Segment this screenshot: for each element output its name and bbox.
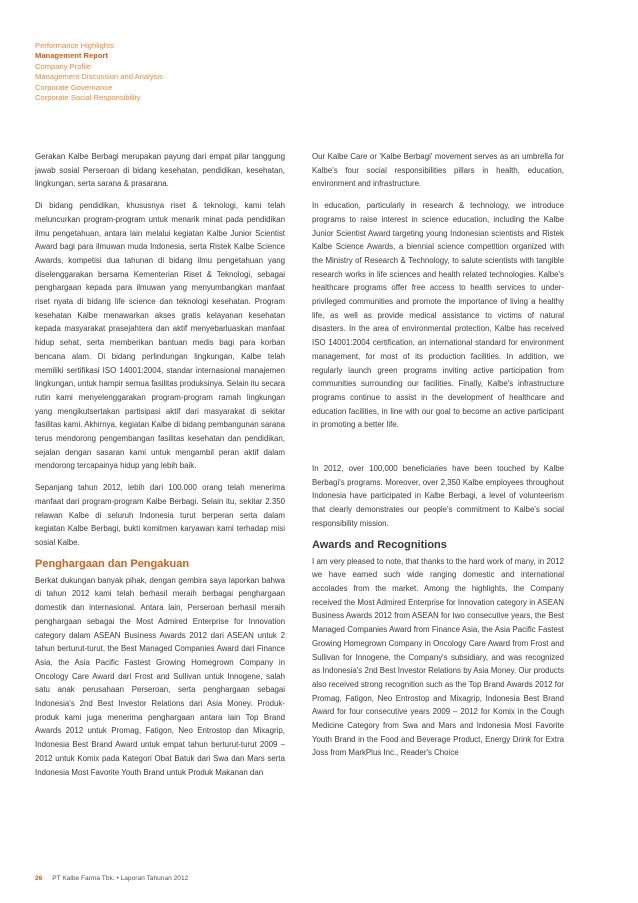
paragraph-beneficiaries-en: In 2012, over 100,000 beneficiaries have been touched by Kalbe Berbagi's programs. Moreover, over 2,350 Kalbe employees throughout Indonesia have participated in Kalbe Berbagi, a level of volunteerism that clearly demonstrates our people's commitment to Kalbe's social responsibility mission.: [312, 464, 564, 528]
indonesian-column: [35, 150, 285, 779]
page-number: 26: [35, 875, 43, 882]
paragraph-programs-en: In education, particularly in research & technology, we introduce programs to raise interest in science education, including the Kalbe Junior Scientist Award targeting young Indonesian scientists and Ristek Kalbe Science Awards, a biennial science competition organized with the Ministry of Research & Technology, to salute scientists with tangible research works in life sciences and health related technologies. Kalbe's healthcare programs offer free access to health services to under-privileged communities and promote the importance of living a healthy life, as well as provide medical assistance to victims of natural disasters. In the area of environmental protection, Kalbe has received ISO 14001:2004 certification, an international standard for environment management, for most of its production facilities. In addition, we regularly launch green programs inviting active participation from communities surrounding our facilities. Finally, Kalbe's infrastructure programs continue to assist in the development of healthcare and education facilities, in line with our goal to become an active participant in promoting a better life.: [312, 201, 564, 430]
paragraph-awards-en: I am very pleased to note, that thanks to the hard work of many, in 2012 we have earned such wide ranging domestic and international accolades from the market. Among the highlights, the Company received the Most Admired Enterprise for Innovation category in ASEAN Business Awards 2012 from ASEAN for two consecutive years, the Best Managed Companies Award from Finance Asia, the Asia Pacific Fastest Growing Homegrown Company in Oncology Care Award from Frost and Sullivan for Innogene, the Company's subsidiary, and was recognized as Indonesia's 2nd Best Investor Relations by Asia Money. Our products also received strong recognition such as the Top Brand Awards 2012 for Promag, Fatigon, Neo Entrostop and Mixagrip, Indonesia Best Brand Award for four consecutive years 2009 – 2012 for Komix in the Cough Medicine Category from Swa and Mars and Indonesia Most Favorite Youth Brand in the Food and Beverage Product, Energy Drink for Extra Joss from MarkPlus Inc., Reader's Choice: [312, 556, 564, 758]
paragraph-awards-id: Berkat dukungan banyak pihak, dengan gembira saya laporkan bahwa di tahun 2012 kami telah berhasil meraih berbagai penghargaan domestik dan internasional. Antara lain, Perseroan berhasil meraih penghargaan sebagai the Most Admired Enterprise for Innovation category dalam ASEAN Business Awards 2012 dari ASEAN untuk 2 tahun berturut-turut, the Best Managed Companies Award dari Finance Asia, the Asia Pacific Fastest Growing Homegrown Company in Oncology Care Award dari Frost and Sullivan untuk Innogene, salah satu anak perusahaan Perseroan, serta penghargaan sebagai Indonesia's 2nd Best Investor Relations dari Asia Money. Produk-produk kami juga menerima penghargaan antara lain Top Brand Awards 2012 untuk Promag, Fatigon, Neo Entrostop dan Mixagrip, Indonesia Best Brand Award untuk empat tahun berturut-turut 2009 – 2012 untuk Komix pada Kategori Obat Batuk dari Swa dan Mars serta Indonesia Most Favorite Youth Brand untuk Produk Makanan dan: [35, 575, 285, 777]
nav-item-company-profile[interactable]: Company Profile: [35, 61, 92, 71]
footer-text: PT Kalbe Farma Tbk. • Laporan Tahunan 2012: [52, 875, 189, 882]
paragraph-intro-en: Our Kalbe Care or 'Kalbe Berbagi' movement serves as an umbrella for Kalbe's four social responsibilities pillars in health, education, environment and infrastructure.: [312, 152, 564, 189]
nav-item-csr[interactable]: Corporate Social Responsibility: [35, 93, 141, 103]
awards-heading-id: Penghargaan dan Pengakuan: [35, 557, 190, 570]
english-column: [312, 150, 564, 760]
paragraph-intro-id: Gerakan Kalbe Berbagi merupakan payung dari empat pilar tanggung jawab sosial Perseroan di bidang kesehatan, pendidikan, kesehatan, lingkungan, serta sarana & prasarana.: [35, 152, 285, 189]
nav-item-performance-highlights[interactable]: Performance Highlights: [35, 41, 114, 50]
nav-item-management-report[interactable]: Management Report: [35, 51, 108, 61]
nav-item-management-discussion[interactable]: Management Discussion and Analysis: [35, 72, 163, 82]
section-nav: [35, 41, 163, 103]
paragraph-programs-id: Di bidang pendidikan, khususnya riset & teknologi, kami telah meluncurkan program-program untuk menarik minat pada pendidikan ilmu pengetahuan, antara lain melalui kegiatan Kalbe Junior Scientist Award bagi para ilmuwan muda Indonesia, serta Ristek Kalbe Science Awards, kompetisi dua tahunan di bidang ilmu pengetahuan yang diselenggarakan bersama Kementerian Riset & Teknologi, sebagai penghargaan kepada para ilmuwan yang menyumbangkan manfaat riset nyata di bidang life science dan teknologi kesehatan. Program kesehatan Kalbe menawarkan akses gratis kelayanan kesehatan kepada masyarakat prasejahtera dan aktif menyebarluaskan manfaat hidup sehat, serta memberikan bantuan medis bagi para korban bencana alam. Di bidang perlindungan lingkungan, Kalbe telah memiliki sertifikasi ISO 14001:2004, standar internasional manajemen lingkungan, untuk hampir semua fasilitas produksinya. Selain itu secara rutin kami menyelenggarakan program-program ramah lingkungan yang mengikutsertakan partisipasi aktif dari masyarakat di sekitar fasilitas kami. Akhirnya, kegiatan Kalbe di bidang pembangunan sarana terus mendorong pengembangan fasilitas kesehatan dan pendidikan, sejalan dengan sasaran kami untuk mengambil peran aktif dalam mendorong tercapainya hidup yang lebih baik.: [35, 201, 286, 471]
awards-heading-en: Awards and Recognitions: [312, 538, 447, 551]
page-footer: [35, 875, 188, 882]
nav-item-corporate-governance[interactable]: Corporate Governance: [35, 82, 113, 92]
paragraph-beneficiaries-id: Sepanjang tahun 2012, lebih dari 100.000 orang telah menerima manfaat dari program-program Kalbe Berbagi. Selain itu, sekitar 2.350 relawan Kalbe di seluruh Indonesia turut berperan serta dalam kegiatan Kalbe Berbagi, bukti komitmen karyawan kami terhadap misi sosial Kalbe.: [35, 483, 285, 547]
